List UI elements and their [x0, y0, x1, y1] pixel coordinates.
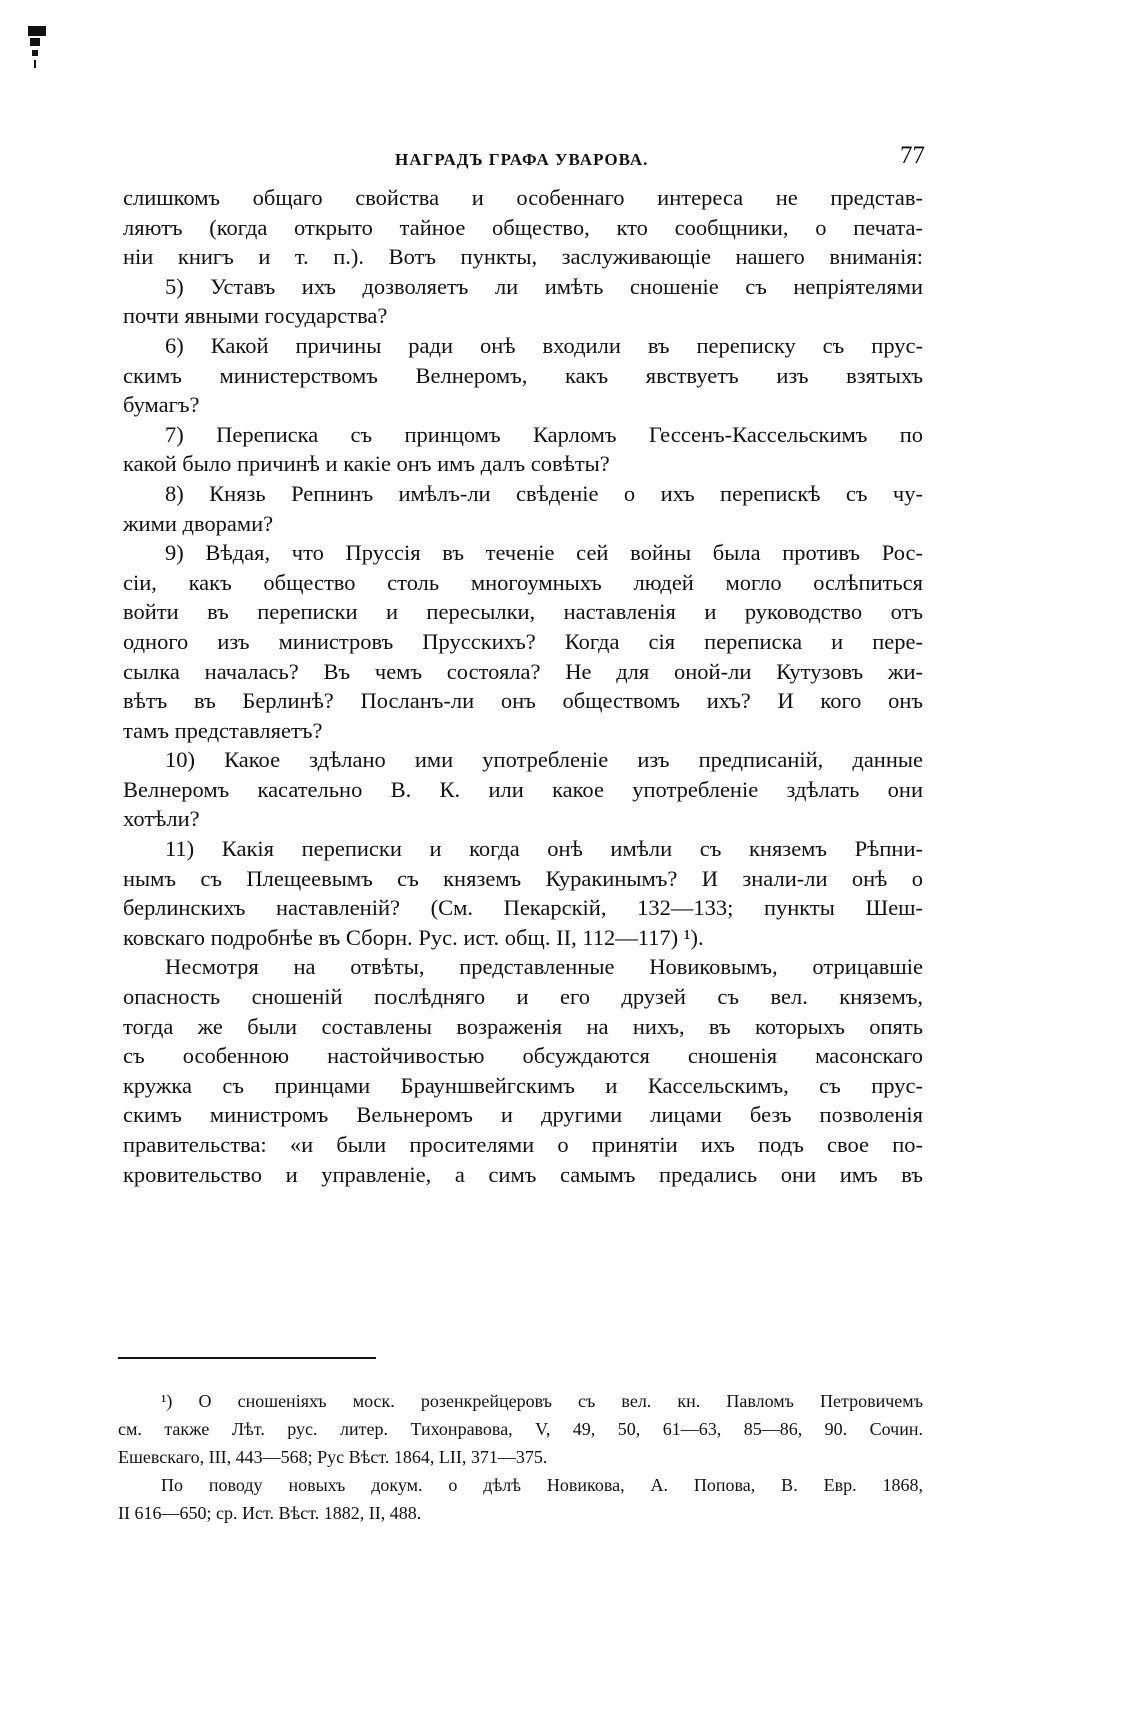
- text-line: берлинскихъ наставленій? (См. Пекарскій, 132—133; пункты Шеш-: [123, 895, 923, 921]
- text-line: 6) Какой причины ради онѣ входили въ переписку съ прус-: [165, 332, 923, 358]
- footnote-line: По поводу новыхъ докум. о дѣлѣ Новикова, А. Попова, В. Евр. 1868,: [161, 1475, 923, 1495]
- text-line: 5) Уставъ ихъ дозволяетъ ли имѣть сношеніе съ непріятелями: [165, 273, 923, 299]
- page-header: [120, 142, 925, 176]
- text-line: нымъ съ Плещеевымъ съ княземъ Куракинымъ? И знали-ли онѣ о: [123, 865, 923, 891]
- footnotes: [118, 1387, 923, 1527]
- text-line: кровительство и управленіе, а симъ самымъ предались они имъ въ: [123, 1161, 923, 1187]
- text-line: бумагъ?: [123, 392, 200, 418]
- footnote-separator: [118, 1357, 376, 1359]
- text-line: одного изъ министровъ Прусскихъ? Когда сія переписка и пере-: [123, 628, 923, 654]
- text-line: 11) Какія переписки и когда онѣ имѣли съ княземъ Рѣпни-: [165, 836, 923, 862]
- text-line: 8) Князь Репнинъ имѣлъ-ли свѣденіе о ихъ перепискѣ съ чу-: [165, 480, 923, 506]
- scan-artifact: [30, 38, 40, 46]
- scan-artifact: [28, 26, 46, 36]
- text-line: 10) Какое здѣлано ими употребленіе изъ предписаній, данные: [165, 747, 923, 773]
- text-line: скимъ министромъ Вельнеромъ и другими лицами безъ позволенія: [123, 1102, 923, 1128]
- text-line: сіи, какъ общество столь многоумныхъ людей могло ослѣпиться: [123, 569, 923, 595]
- text-line: тогда же были составлены возраженія на нихъ, въ которыхъ опять: [123, 1013, 923, 1039]
- footnote-line: Ешевскаго, III, 443—568; Рус Вѣст. 1864, LII, 371—375.: [118, 1447, 548, 1467]
- page-number: 77: [900, 142, 925, 169]
- footnote-line: ¹) О сношеніяхъ моск. розенкрейцеровъ съ вел. кн. Павломъ Петровичемъ: [161, 1391, 923, 1411]
- footnote-line: см. также Лѣт. рус. литер. Тихонравова, V, 49, 50, 61—63, 85—86, 90. Сочин.: [118, 1419, 923, 1439]
- text-line: вѣтъ въ Берлинѣ? Посланъ-ли онъ обществомъ ихъ? И кого онъ: [123, 688, 923, 714]
- text-line: какой было причинѣ и какіе онъ имъ далъ совѣты?: [123, 451, 610, 477]
- text-line: хотѣли?: [123, 806, 200, 832]
- footnote-line: II 616—650; ср. Ист. Вѣст. 1882, II, 488.: [118, 1503, 422, 1523]
- text-line: правительства: «и были просителями о принятіи ихъ подъ свое по-: [123, 1132, 923, 1157]
- text-line: 9) Вѣдая, что Пруссія въ теченіе сей войны была противъ Рос-: [165, 540, 923, 566]
- text-line: Несмотря на отвѣты, представленные Новиковымъ, отрицавшіе: [165, 954, 923, 980]
- text-line: съ особенною настойчивостью обсуждаются сношенія масонскаго: [123, 1043, 923, 1069]
- text-line: скимъ министерствомъ Велнеромъ, какъ явствуетъ изъ взятыхъ: [123, 362, 923, 388]
- text-line: ляютъ (когда открыто тайное общество, кто сообщники, о печата-: [123, 214, 923, 240]
- text-line: ковскаго подробнѣе въ Сборн. Рус. ист. общ. II, 112—117) ¹).: [123, 924, 704, 950]
- text-line: войти въ переписки и пересылки, наставленія и руководство отъ: [123, 599, 923, 625]
- text-line: 7) Переписка съ принцомъ Карломъ Гессенъ-Кассельскимъ по: [165, 421, 923, 447]
- text-line: тамъ представляетъ?: [123, 717, 323, 743]
- text-line: ніи книгъ и т. п.). Вотъ пункты, заслуживающіе нашего вниманія:: [123, 244, 923, 270]
- scan-artifact: [34, 60, 36, 68]
- text-line: кружка съ принцами Брауншвейгскимъ и Кассельскимъ, съ прус-: [123, 1072, 923, 1098]
- text-line: жими дворами?: [123, 510, 274, 536]
- text-line: опасность сношеній послѣдняго и его друзей съ вел. княземъ,: [123, 984, 923, 1010]
- text-line: сылка началась? Въ чемъ состояла? Не для оной-ли Кутузовъ жи-: [123, 658, 923, 684]
- text-line: почти явными государства?: [123, 303, 388, 329]
- body-text: [123, 183, 923, 1189]
- running-title: НАГРАДЪ ГРАФА УВАРОВА.: [395, 150, 649, 169]
- text-line: слишкомъ общаго свойства и особеннаго интереса не представ-: [123, 185, 923, 210]
- text-line: Велнеромъ касательно В. К. или какое употребленіе здѣлать они: [123, 776, 923, 802]
- scan-artifact: [32, 50, 38, 56]
